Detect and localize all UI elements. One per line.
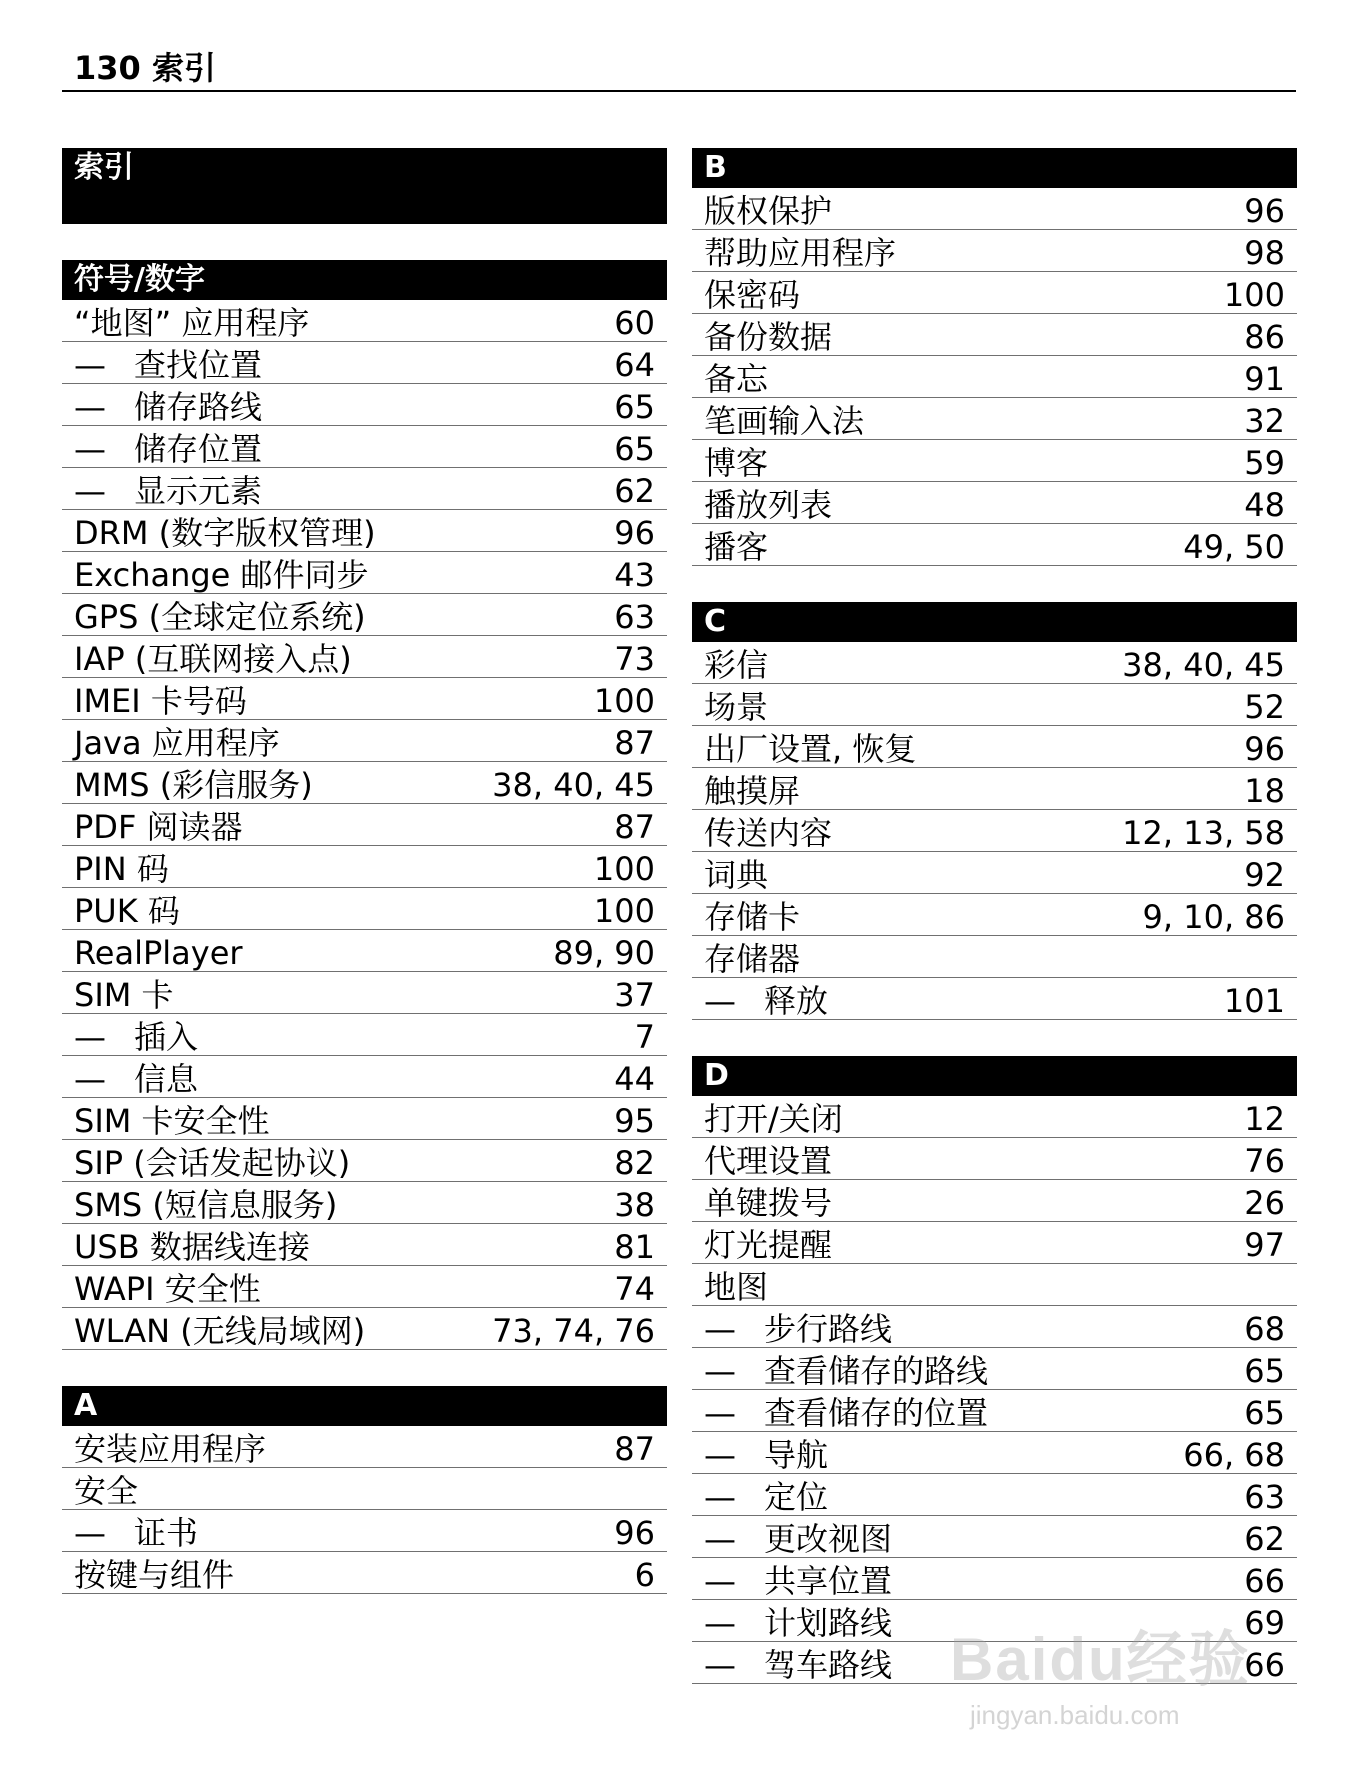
- entry-term: 打开/关闭: [704, 1100, 843, 1138]
- entry-term: 导航: [764, 1436, 829, 1474]
- subentry-dash: —: [74, 430, 106, 468]
- index-entry: [692, 482, 1297, 524]
- index-entry: [692, 398, 1297, 440]
- entry-term: 备份数据: [704, 318, 833, 356]
- page-number: 130: [74, 49, 141, 87]
- page-header: [62, 48, 1296, 92]
- index-subentry: [62, 342, 667, 384]
- entry-pages: 60: [614, 304, 655, 342]
- index-section: [692, 148, 1297, 566]
- index-entry: [62, 1182, 667, 1224]
- entry-term: WLAN (无线局域网): [74, 1312, 366, 1350]
- entry-term: 定位: [764, 1478, 829, 1516]
- index-subentry: [692, 1474, 1297, 1516]
- subentry-dash: —: [74, 1018, 106, 1056]
- section-heading: B: [692, 148, 1297, 188]
- entry-pages: 87: [614, 808, 655, 846]
- index-subentry: [692, 1390, 1297, 1432]
- entry-term: 查看储存的路线: [764, 1352, 989, 1390]
- entry-term: DRM (数字版权管理): [74, 514, 376, 552]
- index-subentry: [692, 1642, 1297, 1684]
- entry-pages: 64: [614, 346, 655, 384]
- entry-term: 安装应用程序: [74, 1430, 267, 1468]
- index-entry: [692, 768, 1297, 810]
- index-subentry: [692, 1516, 1297, 1558]
- index-subentry: [692, 1348, 1297, 1390]
- entry-term: Exchange 邮件同步: [74, 556, 369, 594]
- subentry-dash: —: [74, 346, 106, 384]
- index-entry: [692, 1180, 1297, 1222]
- entry-term: 灯光提醒: [704, 1226, 833, 1264]
- entry-pages: 12: [1244, 1100, 1285, 1138]
- index-entry: [692, 852, 1297, 894]
- entry-pages: 52: [1244, 688, 1285, 726]
- entry-term: 出厂设置, 恢复: [704, 730, 917, 768]
- index-subentry: [692, 1432, 1297, 1474]
- section-heading: A: [62, 1386, 667, 1426]
- entry-term: 证书: [134, 1514, 199, 1552]
- entry-term: 查看储存的位置: [764, 1394, 989, 1432]
- section-heading: 索引: [62, 148, 667, 224]
- entry-pages: 63: [1244, 1478, 1285, 1516]
- entry-term: 储存位置: [134, 430, 263, 468]
- index-entry: [692, 936, 1297, 978]
- entry-term: SIP (会话发起协议): [74, 1144, 351, 1182]
- index-column-left: [62, 148, 667, 1630]
- entry-pages: 87: [614, 724, 655, 762]
- entry-term: 词典: [704, 856, 769, 894]
- subentry-dash: —: [704, 1562, 736, 1600]
- index-entry: [692, 230, 1297, 272]
- index-entry: [692, 524, 1297, 566]
- entry-term: 备忘: [704, 360, 769, 398]
- index-entry: [62, 1224, 667, 1266]
- index-entry: [62, 552, 667, 594]
- index-entry: [692, 684, 1297, 726]
- entry-pages: 62: [614, 472, 655, 510]
- index-subentry: [692, 1600, 1297, 1642]
- entry-term: SIM 卡: [74, 976, 174, 1014]
- index-section: [62, 260, 667, 1350]
- index-entry: [62, 1468, 667, 1510]
- entry-pages: 87: [614, 1430, 655, 1468]
- index-subentry: [62, 426, 667, 468]
- entry-pages: 6: [634, 1556, 655, 1594]
- subentry-dash: —: [704, 1352, 736, 1390]
- subentry-dash: —: [704, 1520, 736, 1558]
- index-entry: [692, 1096, 1297, 1138]
- entry-pages: 101: [1223, 982, 1285, 1020]
- entry-term: 信息: [134, 1060, 199, 1098]
- entry-term: 播客: [704, 528, 769, 566]
- index-entry: [62, 1098, 667, 1140]
- index-entry: [692, 642, 1297, 684]
- index-section: [692, 1056, 1297, 1684]
- entry-pages: 81: [614, 1228, 655, 1266]
- entry-pages: 68: [1244, 1310, 1285, 1348]
- entry-term: 驾车路线: [764, 1646, 893, 1684]
- entry-term: 计划路线: [764, 1604, 893, 1642]
- entry-pages: 95: [614, 1102, 655, 1140]
- subentry-dash: —: [74, 388, 106, 426]
- entry-pages: 96: [614, 1514, 655, 1552]
- entry-term: PDF 阅读器: [74, 808, 243, 846]
- entry-term: 步行路线: [764, 1310, 893, 1348]
- entry-pages: 92: [1244, 856, 1285, 894]
- entry-pages: 59: [1244, 444, 1285, 482]
- index-entry: [692, 188, 1297, 230]
- index-entry: [62, 930, 667, 972]
- entry-pages: 65: [1244, 1394, 1285, 1432]
- entry-pages: 38, 40, 45: [492, 766, 655, 804]
- entry-pages: 66: [1244, 1646, 1285, 1684]
- subentry-dash: —: [704, 1436, 736, 1474]
- entry-term: 显示元素: [134, 472, 263, 510]
- entry-term: IMEI 卡号码: [74, 682, 247, 720]
- entry-term: 存储器: [704, 940, 801, 978]
- entry-pages: 63: [614, 598, 655, 636]
- entry-pages: 38, 40, 45: [1122, 646, 1285, 684]
- index-entry: [692, 272, 1297, 314]
- index-entry: [62, 888, 667, 930]
- entry-term: 安全: [74, 1472, 139, 1510]
- index-entry: [692, 1138, 1297, 1180]
- subentry-dash: —: [704, 982, 736, 1020]
- index-subentry: [692, 1558, 1297, 1600]
- entry-pages: 98: [1244, 234, 1285, 272]
- entry-term: 存储卡: [704, 898, 801, 936]
- index-entry: [692, 1222, 1297, 1264]
- entry-pages: 32: [1244, 402, 1285, 440]
- entry-pages: 74: [614, 1270, 655, 1308]
- entry-term: 播放列表: [704, 486, 833, 524]
- entry-term: 版权保护: [704, 192, 833, 230]
- entry-term: 代理设置: [704, 1142, 833, 1180]
- section-heading: C: [692, 602, 1297, 642]
- entry-pages: 100: [1223, 276, 1285, 314]
- entry-pages: 96: [1244, 192, 1285, 230]
- entry-pages: 65: [614, 430, 655, 468]
- index-subentry: [62, 468, 667, 510]
- index-entry: [62, 594, 667, 636]
- index-section: [62, 148, 667, 224]
- entry-pages: 65: [1244, 1352, 1285, 1390]
- subentry-dash: —: [704, 1646, 736, 1684]
- index-entry: [62, 510, 667, 552]
- section-heading: D: [692, 1056, 1297, 1096]
- page-title: 索引: [152, 49, 217, 87]
- entry-pages: 26: [1244, 1184, 1285, 1222]
- watermark-url: jingyan.baidu.com: [970, 1700, 1180, 1730]
- entry-term: PUK 码: [74, 892, 180, 930]
- entry-term: 彩信: [704, 646, 769, 684]
- entry-pages: 43: [614, 556, 655, 594]
- subentry-dash: —: [74, 1514, 106, 1552]
- entry-term: 共享位置: [764, 1562, 893, 1600]
- entry-pages: 97: [1244, 1226, 1285, 1264]
- entry-term: USB 数据线连接: [74, 1228, 310, 1266]
- index-entry: [692, 314, 1297, 356]
- index-entry: [62, 972, 667, 1014]
- subentry-dash: —: [704, 1604, 736, 1642]
- entry-term: 更改视图: [764, 1520, 893, 1558]
- watermark-logo: Baidu经验: [950, 1626, 1251, 1693]
- entry-term: 场景: [704, 688, 769, 726]
- index-entry: [692, 1264, 1297, 1306]
- subentry-dash: —: [704, 1478, 736, 1516]
- index-entry: [692, 440, 1297, 482]
- entry-term: 释放: [764, 982, 829, 1020]
- entry-term: 博客: [704, 444, 769, 482]
- entry-term: 地图: [704, 1268, 769, 1306]
- entry-term: WAPI 安全性: [74, 1270, 261, 1308]
- index-entry: [62, 804, 667, 846]
- entry-term: PIN 码: [74, 850, 169, 888]
- index-subentry: [692, 978, 1297, 1020]
- subentry-dash: —: [704, 1310, 736, 1348]
- entry-pages: 44: [614, 1060, 655, 1098]
- entry-pages: 86: [1244, 318, 1285, 356]
- index-entry: [62, 300, 667, 342]
- entry-term: 查找位置: [134, 346, 263, 384]
- index-section: [692, 602, 1297, 1020]
- entry-pages: 37: [614, 976, 655, 1014]
- subentry-dash: —: [74, 472, 106, 510]
- entry-pages: 73, 74, 76: [492, 1312, 655, 1350]
- entry-term: RealPlayer: [74, 934, 243, 972]
- index-entry: [62, 846, 667, 888]
- entry-term: 传送内容: [704, 814, 833, 852]
- entry-pages: 89, 90: [553, 934, 655, 972]
- index-entry: [62, 720, 667, 762]
- index-entry: [62, 1552, 667, 1594]
- entry-pages: 18: [1244, 772, 1285, 810]
- index-entry: [62, 636, 667, 678]
- entry-pages: 48: [1244, 486, 1285, 524]
- index-entry: [62, 1426, 667, 1468]
- index-entry: [692, 894, 1297, 936]
- index-entry: [62, 1266, 667, 1308]
- entry-term: Java 应用程序: [74, 724, 280, 762]
- entry-term: 储存路线: [134, 388, 263, 426]
- entry-pages: 62: [1244, 1520, 1285, 1558]
- entry-pages: 96: [614, 514, 655, 552]
- index-entry: [62, 1308, 667, 1350]
- entry-pages: 69: [1244, 1604, 1285, 1642]
- subentry-dash: —: [704, 1394, 736, 1432]
- entry-term: SMS (短信息服务): [74, 1186, 338, 1224]
- entry-term: IAP (互联网接入点): [74, 640, 352, 678]
- entry-term: 保密码: [704, 276, 801, 314]
- index-entry: [62, 762, 667, 804]
- index-subentry: [62, 1056, 667, 1098]
- entry-pages: 66: [1244, 1562, 1285, 1600]
- entry-term: “地图” 应用程序: [74, 304, 310, 342]
- entry-pages: 7: [634, 1018, 655, 1056]
- entry-pages: 100: [593, 682, 655, 720]
- index-subentry: [62, 384, 667, 426]
- entry-pages: 49, 50: [1183, 528, 1285, 566]
- entry-term: 单键拨号: [704, 1184, 833, 1222]
- index-subentry: [692, 1306, 1297, 1348]
- index-section: [62, 1386, 667, 1594]
- entry-pages: 100: [593, 892, 655, 930]
- entry-pages: 73: [614, 640, 655, 678]
- entry-pages: 82: [614, 1144, 655, 1182]
- entry-term: SIM 卡安全性: [74, 1102, 270, 1140]
- entry-pages: 91: [1244, 360, 1285, 398]
- entry-term: 帮助应用程序: [704, 234, 897, 272]
- entry-pages: 9, 10, 86: [1142, 898, 1285, 936]
- index-entry: [62, 1140, 667, 1182]
- index-entry: [692, 810, 1297, 852]
- index-column-right: [692, 148, 1297, 1720]
- section-heading: 符号/数字: [62, 260, 667, 300]
- entry-term: 插入: [134, 1018, 199, 1056]
- entry-pages: 76: [1244, 1142, 1285, 1180]
- index-entry: [692, 726, 1297, 768]
- entry-term: 触摸屏: [704, 772, 801, 810]
- entry-pages: 100: [593, 850, 655, 888]
- entry-pages: 12, 13, 58: [1122, 814, 1285, 852]
- entry-pages: 65: [614, 388, 655, 426]
- index-entry: [692, 356, 1297, 398]
- index-entry: [62, 678, 667, 720]
- entry-pages: 66, 68: [1183, 1436, 1285, 1474]
- subentry-dash: —: [74, 1060, 106, 1098]
- entry-term: MMS (彩信服务): [74, 766, 313, 804]
- entry-term: GPS (全球定位系统): [74, 598, 366, 636]
- entry-term: 笔画输入法: [704, 402, 865, 440]
- index-subentry: [62, 1014, 667, 1056]
- index-subentry: [62, 1510, 667, 1552]
- entry-term: 按键与组件: [74, 1556, 235, 1594]
- entry-pages: 38: [614, 1186, 655, 1224]
- entry-pages: 96: [1244, 730, 1285, 768]
